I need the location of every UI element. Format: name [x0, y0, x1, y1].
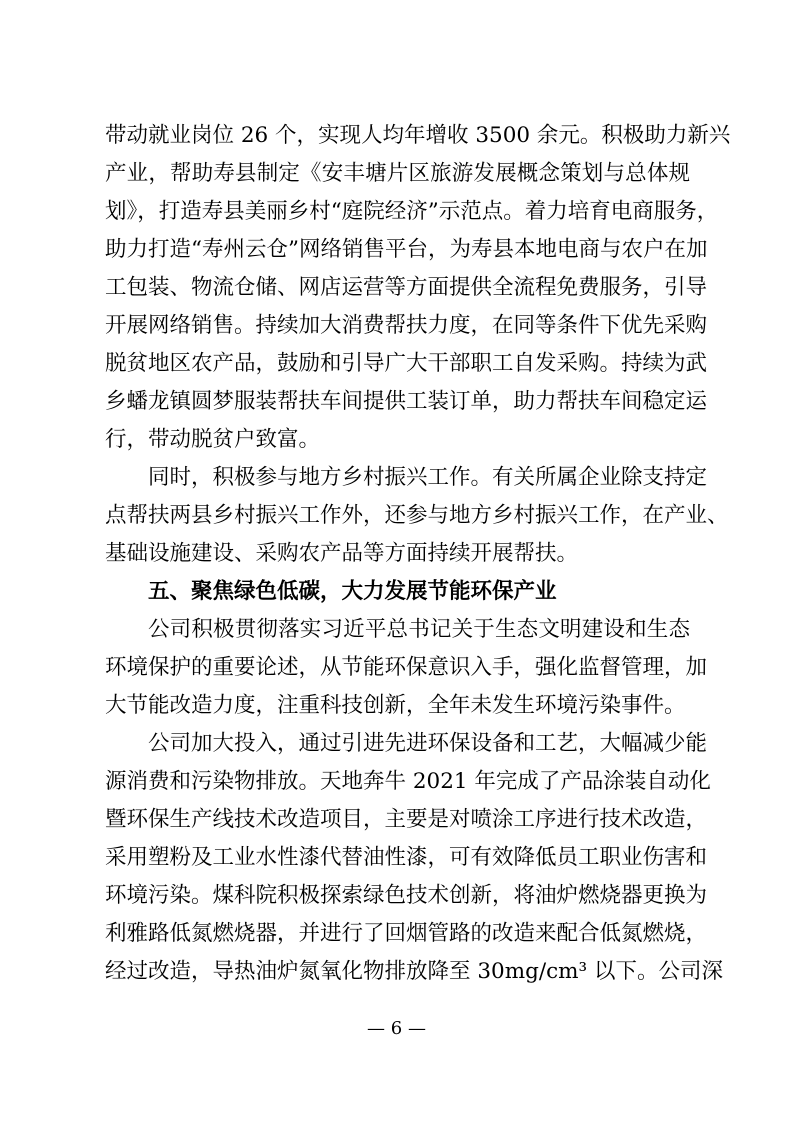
text-line: 划》，打造寿县美丽乡村“庭院经济”示范点。着力培育电商服务，: [105, 199, 719, 224]
text-line: 乡蟠龙镇圆梦服装帮扶车间提供工装订单，助力帮扶车间稳定运: [105, 389, 708, 414]
text-line: 公司积极贯彻落实习近平总书记关于生态文明建设和生态: [148, 617, 690, 642]
text-line: 脱贫地区农产品，鼓励和引导广大干部职工自发采购。持续为武: [105, 351, 708, 376]
paragraph-1: [105, 117, 731, 459]
text-line: 基础设施建设、采购农产品等方面持续开展帮扶。: [105, 541, 579, 566]
text-line: 助力打造“寿州云仓”网络销售平台，为寿县本地电商与农户在加: [105, 237, 708, 262]
text-line: 经过改造，导热油炉氮氧化物排放降至 30mg/cm³ 以下。公司深: [105, 959, 723, 984]
document-page: [105, 117, 731, 991]
text-line: 点帮扶两县乡村振兴工作外，还参与地方乡村振兴工作，在产业、: [105, 503, 729, 528]
text-line: 利雅路低氮燃烧器，并进行了回烟管路的改造来配合低氮燃烧，: [105, 921, 708, 946]
text-line: 开展网络销售。持续加大消费帮扶力度，在同等条件下优先采购: [105, 313, 708, 338]
text-line: 带动就业岗位 26 个，实现人均年增收 3500 余元。积极助力新兴: [105, 123, 731, 148]
text-line: 工包装、物流仓储、网店运营等方面提供全流程免费服务，引导: [105, 275, 708, 300]
text-line: 同时，积极参与地方乡村振兴工作。有关所属企业除支持定: [148, 465, 708, 490]
text-line: 产业，帮助寿县制定《安丰塘片区旅游发展概念策划与总体规: [105, 161, 690, 186]
paragraph-4: [105, 725, 723, 991]
section-heading: 五、聚焦绿色低碳，大力发展节能环保产业: [148, 579, 557, 604]
paragraph-2: [105, 459, 729, 573]
text-line: 源消费和污染物排放。天地奔牛 2021 年完成了产品涂装自动化: [105, 769, 711, 794]
text-line: 暨环保生产线技术改造项目，主要是对喷涂工序进行技术改造，: [105, 807, 708, 832]
page-number: — 6 —: [367, 1018, 426, 1039]
text-line: 公司加大投入，通过引进先进环保设备和工艺，大幅减少能: [148, 731, 708, 756]
text-line: 行，带动脱贫户致富。: [105, 427, 321, 452]
text-line: 环境污染。煤科院积极探索绿色技术创新，将油炉燃烧器更换为: [105, 883, 708, 908]
text-line: 环境保护的重要论述，从节能环保意识入手，强化监督管理，加: [105, 655, 708, 680]
text-line: 采用塑粉及工业水性漆代替油性漆，可有效降低员工职业伤害和: [105, 845, 708, 870]
text-line: 大节能改造力度，注重科技创新，全年未发生环境污染事件。: [105, 693, 686, 718]
paragraph-3: [105, 611, 708, 725]
